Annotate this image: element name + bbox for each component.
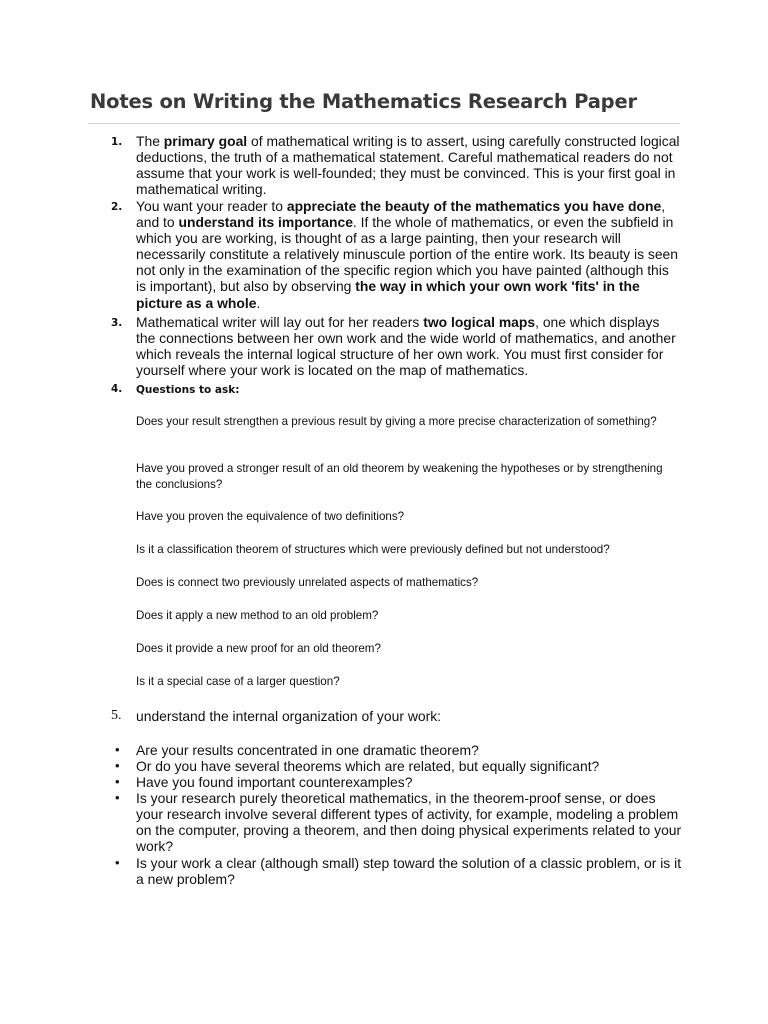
bullet-text: Have you found important counterexamples? — [136, 774, 413, 790]
title-divider — [88, 123, 680, 124]
emphasis-text: understand its importance — [178, 214, 353, 231]
list-item-1 — [111, 133, 681, 198]
question-item: Does it provide a new proof for an old theorem? — [136, 642, 381, 655]
emphasis-text: two logical maps — [423, 314, 536, 330]
bullet-item — [115, 742, 684, 758]
bullet-marker: • — [115, 774, 120, 789]
bullet-marker: • — [115, 742, 120, 757]
questions-heading: Questions to ask: — [136, 384, 240, 396]
emphasis-text: primary goal — [163, 133, 248, 149]
emphasis-text: appreciate the beauty of the mathematics you have done — [286, 198, 662, 214]
question-item: Does it apply a new method to an old problem? — [136, 609, 379, 622]
body-text: Mathematical writer will lay out for her readers — [136, 314, 424, 330]
list-item-text — [136, 133, 680, 197]
body-text: of mathematical writing is to assert, using carefully constructed logical deductions, the truth of a mathematical statement. Careful mathematical readers do not assume that your work is well-founded; they must be convinced. This is your first goal in mathematical writing. — [136, 133, 680, 198]
body-text: You want your reader to — [136, 198, 287, 214]
list-item-3 — [111, 314, 681, 379]
list-item-4 — [111, 380, 681, 398]
bullet-item — [115, 855, 684, 888]
page-title: Notes on Writing the Mathematics Research Paper — [90, 90, 637, 113]
bullet-item — [115, 790, 684, 855]
body-text: . — [256, 294, 261, 311]
list-item-text: understand the internal organization of your work: — [136, 708, 442, 724]
list-item-text — [136, 314, 676, 378]
question-item: Have you proved a stronger result of an old theorem by weakening the hypotheses or by strengthening the conclusions? — [136, 462, 663, 491]
list-number: 1. — [111, 136, 123, 148]
bullet-item — [115, 774, 684, 790]
bullet-marker: • — [115, 790, 120, 805]
list-number: 4. — [111, 383, 123, 395]
bullet-text: Is your research purely theoretical mathematics, in the theorem-proof sense, or does your research involve several different types of activity, for example, modeling a problem on the computer, proving a theorem, and then doing physical experiments related to your work? — [136, 790, 682, 855]
bullet-item — [115, 758, 684, 774]
list-item-text — [136, 198, 678, 311]
list-number: 2. — [111, 201, 123, 213]
question-item: Is it a special case of a larger question? — [136, 675, 340, 688]
bullet-text: Are your results concentrated in one dramatic theorem? — [136, 742, 479, 758]
list-item-2 — [111, 198, 681, 311]
question-item: Does is connect two previously unrelated aspects of mathematics? — [136, 576, 479, 589]
bullet-text: Is your work a clear (although small) step toward the solution of a classic problem, or is it a new problem? — [136, 855, 682, 888]
body-text: The — [136, 133, 164, 149]
list-number: 3. — [111, 317, 123, 329]
body-text: . If the whole of mathematics, or even the subfield in which you are working, is thought of as a large painting, then your research will necessarily constitute a relatively minuscule portion of the entire work. Its beauty is seen not only in the examination of the specific region which you have painted (although this is important), but also by observing — [136, 214, 678, 295]
question-item: Have you proven the equivalence of two definitions? — [136, 510, 405, 523]
body-text: , one which displays the connections between her own work and the wide world of mathematics, and another which reveals the internal logical structure of her own work. You must first consider for yourself where your work is located on the map of mathematics. — [136, 314, 676, 379]
bullet-text: Or do you have several theorems which are related, but equally significant? — [136, 758, 600, 774]
bullet-marker: • — [115, 758, 120, 773]
question-item: Is it a classification theorem of structures which were previously defined but not understood? — [136, 543, 610, 556]
list-item-5 — [111, 708, 681, 724]
question-item: Does your result strengthen a previous result by giving a more precise characterization of something? — [136, 415, 657, 428]
list-number: 5. — [111, 708, 122, 723]
emphasis-text: the way in which your own work 'fits' in the picture as a whole — [136, 278, 640, 311]
bullet-marker: • — [115, 855, 120, 870]
body-text: , and to — [136, 198, 666, 231]
